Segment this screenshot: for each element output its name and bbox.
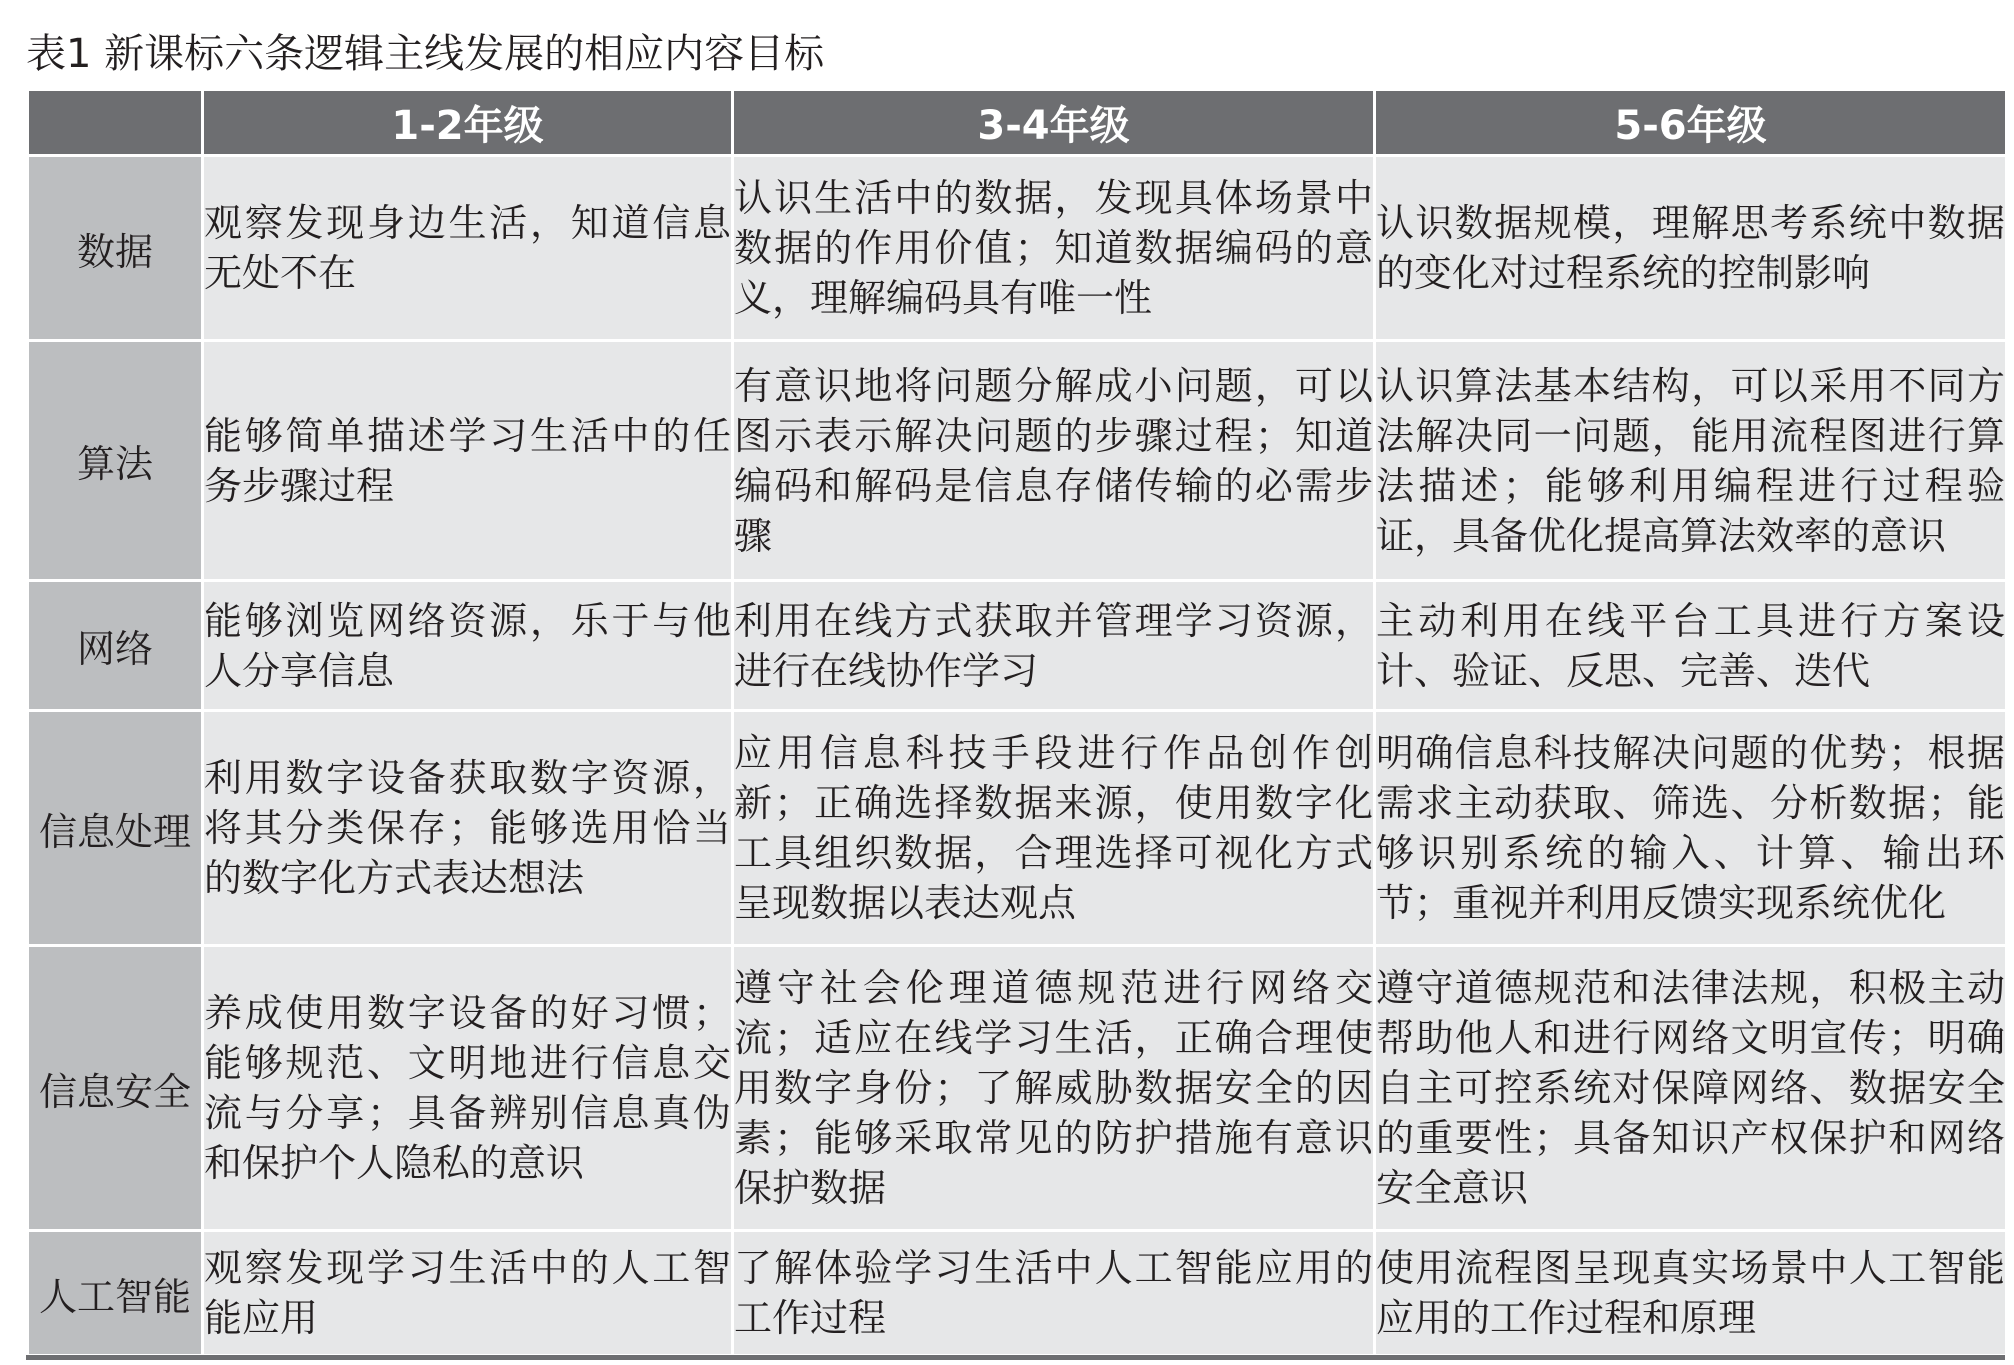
table-row [28,711,2007,946]
table-row [28,581,2007,711]
row-category: 算法 [28,341,203,581]
table-cell: 养成使用数字设备的好习惯；能够规范、文明地进行信息交流与分享；具备辨别信息真伪和保护个人隐私的意识 [203,946,733,1231]
table-cell: 应用信息科技手段进行作品创作创新；正确选择数据来源，使用数字化工具组织数据，合理选择可视化方式呈现数据以表达观点 [733,711,1375,946]
table-cell: 遵守社会伦理道德规范进行网络交流；适应在线学习生活，正确合理使用数字身份；了解威胁数据安全的因素；能够采取常见的防护措施有意识保护数据 [733,946,1375,1231]
table-cell: 能够浏览网络资源，乐于与他人分享信息 [203,581,733,711]
header-grade-5-6: 5-6年级 [1375,90,2007,156]
table-cell: 认识算法基本结构，可以采用不同方法解决同一问题，能用流程图进行算法描述；能够利用编程进行过程验证，具备优化提高算法效率的意识 [1375,341,2007,581]
table-cell: 认识数据规模，理解思考系统中数据的变化对过程系统的控制影响 [1375,156,2007,341]
table-cell: 认识生活中的数据，发现具体场景中数据的作用价值；知道数据编码的意义，理解编码具有唯一性 [733,156,1375,341]
table-row [28,341,2007,581]
header-row [28,90,2007,156]
row-category: 信息处理 [28,711,203,946]
row-category: 信息安全 [28,946,203,1231]
table-cell: 观察发现学习生活中的人工智能应用 [203,1231,733,1356]
table-cell: 使用流程图呈现真实场景中人工智能应用的工作过程和原理 [1375,1231,2007,1356]
header-grade-1-2: 1-2年级 [203,90,733,156]
table-row [28,946,2007,1231]
table-cell: 有意识地将问题分解成小问题，可以图示表示解决问题的步骤过程；知道编码和解码是信息存储传输的必需步骤 [733,341,1375,581]
table-cell: 利用数字设备获取数字资源，将其分类保存；能够选用恰当的数字化方式表达想法 [203,711,733,946]
table-bottom-rule [26,1355,2005,1360]
content-goals-table [26,88,2008,1357]
row-category: 网络 [28,581,203,711]
table-row [28,156,2007,341]
table-cell: 遵守道德规范和法律法规，积极主动帮助他人和进行网络文明宣传；明确自主可控系统对保障网络、数据安全的重要性；具备知识产权保护和网络安全意识 [1375,946,2007,1231]
table-row [28,1231,2007,1356]
row-category: 数据 [28,156,203,341]
table-cell: 观察发现身边生活，知道信息无处不在 [203,156,733,341]
header-corner [28,90,203,156]
table-cell: 利用在线方式获取并管理学习资源，进行在线协作学习 [733,581,1375,711]
table-cell: 了解体验学习生活中人工智能应用的工作过程 [733,1231,1375,1356]
table-cell: 明确信息科技解决问题的优势；根据需求主动获取、筛选、分析数据；能够识别系统的输入、计算、输出环节；重视并利用反馈实现系统优化 [1375,711,2007,946]
table-cell: 主动利用在线平台工具进行方案设计、验证、反思、完善、迭代 [1375,581,2007,711]
header-grade-3-4: 3-4年级 [733,90,1375,156]
row-category: 人工智能 [28,1231,203,1356]
table-cell: 能够简单描述学习生活中的任务步骤过程 [203,341,733,581]
table-caption: 表1 新课标六条逻辑主线发展的相应内容目标 [26,31,825,77]
